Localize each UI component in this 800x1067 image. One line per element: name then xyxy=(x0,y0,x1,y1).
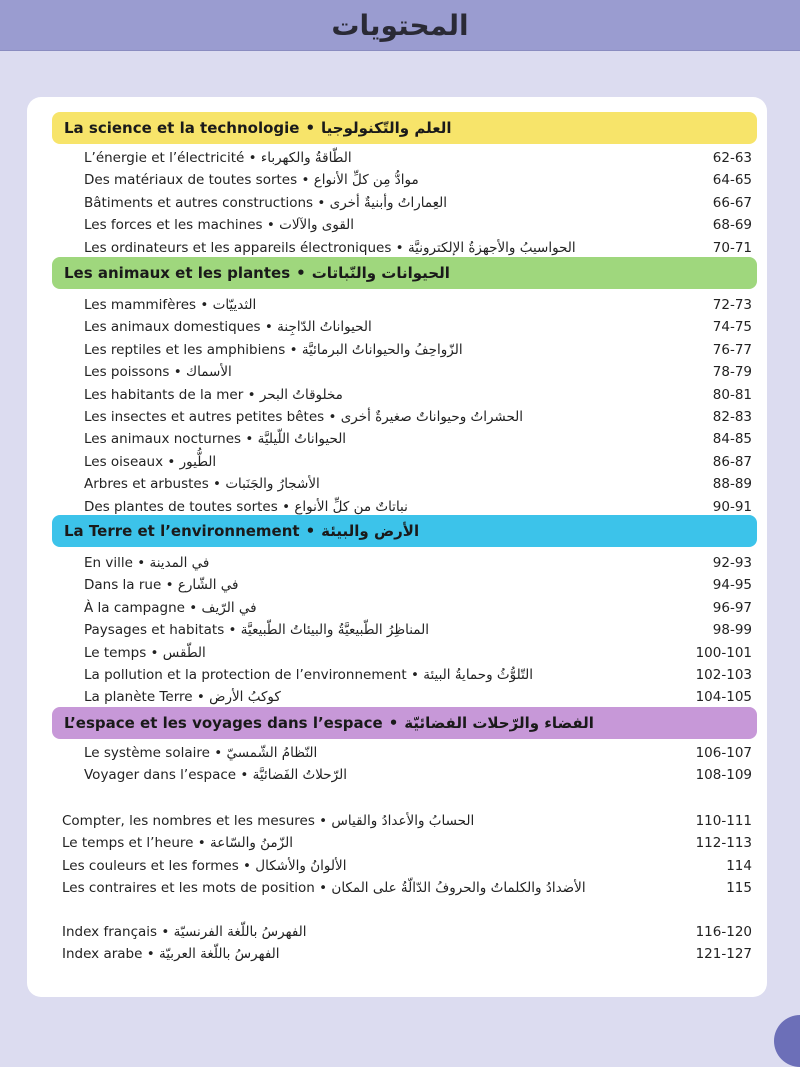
bullet-separator: • xyxy=(167,453,176,470)
toc-entry[interactable] xyxy=(27,361,767,383)
bullet-separator: • xyxy=(200,297,209,313)
entry-fr: Les poissons xyxy=(84,364,170,381)
entry-fr: Les mammifères xyxy=(84,297,197,313)
toc-entry[interactable] xyxy=(27,810,767,832)
entry-fr: Les animaux domestiques xyxy=(84,319,261,336)
bullet-separator: • xyxy=(243,857,251,874)
entry-ar: الألوانُ والأشكال xyxy=(255,857,347,874)
page-range: 90-91 xyxy=(712,498,752,515)
entry-ar: نباتاتٌ من كلِّ الأنواع xyxy=(294,498,408,515)
page-corner-tab xyxy=(774,1015,800,1067)
toc-entry[interactable] xyxy=(27,428,767,450)
toc-entry[interactable] xyxy=(27,473,767,495)
section-title-ar: الحيوانات والنّباتات xyxy=(311,264,450,282)
section-title-ar: الفضاء والرّحلات الفضائيّة xyxy=(404,714,594,732)
bullet-separator: • xyxy=(150,644,159,661)
section-title-ar: الأرض والبيئة xyxy=(321,522,420,540)
entry-fr: Des plantes de toutes sortes xyxy=(84,498,278,515)
bullet-separator: • xyxy=(319,880,328,897)
entry-fr: Les oiseaux xyxy=(84,453,164,470)
page-range: 72-73 xyxy=(712,297,752,313)
entry-fr: Le système solaire xyxy=(84,745,210,761)
page-range: 64-65 xyxy=(712,172,752,189)
bullet-separator: • xyxy=(264,319,273,336)
toc-entry[interactable] xyxy=(27,451,767,473)
toc-entry[interactable] xyxy=(27,921,767,943)
entry-fr: Les forces et les machines xyxy=(84,217,263,234)
section-list-space xyxy=(27,742,767,787)
bullet-separator: • xyxy=(317,194,326,211)
entry-ar: الثدييّات xyxy=(212,297,257,313)
bullet-separator: • xyxy=(196,689,205,706)
page-range: 121-127 xyxy=(695,946,752,963)
page-range: 106-107 xyxy=(695,745,752,761)
toc-entry[interactable] xyxy=(27,943,767,965)
entry-fr: La planète Terre xyxy=(84,689,193,706)
extras-list xyxy=(27,810,767,900)
entry-fr: En ville xyxy=(84,555,133,571)
entry-ar: في المدينة xyxy=(149,555,210,571)
entry-fr: Bâtiments et autres constructions xyxy=(84,194,314,211)
bullet-separator: • xyxy=(165,577,174,594)
entry-ar: مخلوقاتُ البحر xyxy=(259,386,343,403)
page-range: 74-75 xyxy=(712,319,752,336)
entry-fr: Les contraires et les mots de position xyxy=(62,880,315,897)
bullet-separator: • xyxy=(197,835,206,852)
page-range: 68-69 xyxy=(712,217,752,234)
page-range: 96-97 xyxy=(712,599,752,616)
bullet-separator: • xyxy=(146,946,155,963)
bullet-separator: • xyxy=(319,813,328,829)
toc-entry[interactable] xyxy=(27,877,767,899)
page-range: 100-101 xyxy=(695,644,752,661)
entry-ar: الأسماك xyxy=(185,364,232,381)
entry-ar: الطّاقةُ والكهرباء xyxy=(260,150,352,166)
section-list-animals-plants xyxy=(27,294,767,518)
entry-fr: Les habitants de la mer xyxy=(84,386,244,403)
bullet-separator: • xyxy=(137,555,146,571)
entry-ar: القوى والآلات xyxy=(279,217,355,234)
page-range: 112-113 xyxy=(695,835,752,852)
entry-ar: الحواسيبُ والأجهزةُ الإلكترونيَّة xyxy=(407,239,576,256)
toc-entry[interactable] xyxy=(27,832,767,854)
bullet-separator: • xyxy=(189,599,198,616)
toc-entry[interactable] xyxy=(27,406,767,428)
page-range: 110-111 xyxy=(695,813,752,829)
section-list-earth-environment xyxy=(27,552,767,709)
page-range: 70-71 xyxy=(712,239,752,256)
section-title-fr: La Terre et l’environnement xyxy=(64,522,300,540)
entry-fr: La pollution et la protection de l’environnement xyxy=(84,666,407,683)
page-range: 82-83 xyxy=(712,408,752,425)
bullet-separator: • xyxy=(328,408,337,425)
bullet-separator: • xyxy=(395,239,404,256)
toc-entry[interactable] xyxy=(27,552,767,574)
toc-entry[interactable] xyxy=(27,147,767,169)
page-range: 104-105 xyxy=(695,689,752,706)
bullet-separator: • xyxy=(245,431,254,448)
section-title-ar: العلم والتّكنولوجيا xyxy=(321,119,452,137)
entry-ar: الحيواناتُ الدّاجِنة xyxy=(277,319,372,336)
bullet-separator: • xyxy=(410,666,419,683)
entry-fr: Compter, les nombres et les mesures xyxy=(62,813,315,829)
toc-entry[interactable] xyxy=(27,642,767,664)
entry-fr: Arbres et arbustes xyxy=(84,476,209,493)
page-range: 88-89 xyxy=(712,476,752,493)
entry-ar: الفهرسُ باللّغة العربيّة xyxy=(159,946,280,963)
bullet-separator: • xyxy=(161,924,170,940)
entry-ar: الأشجارُ والجَنَبات xyxy=(225,476,320,493)
bullet-separator: • xyxy=(266,217,275,234)
toc-entry[interactable] xyxy=(27,169,767,191)
page-range: 78-79 xyxy=(712,364,752,381)
entry-fr: Le temps et l’heure xyxy=(62,835,194,852)
toc-entry[interactable] xyxy=(27,855,767,877)
bullet-separator: • xyxy=(248,150,257,166)
toc-entry[interactable] xyxy=(27,764,767,786)
toc-entry[interactable] xyxy=(27,619,767,641)
entry-fr: Des matériaux de toutes sortes xyxy=(84,172,298,189)
entry-fr: Paysages et habitats xyxy=(84,622,225,639)
bullet-separator: • xyxy=(213,476,222,493)
bullet-separator: • xyxy=(296,264,306,282)
page-range: 116-120 xyxy=(695,924,752,940)
toc-entry[interactable] xyxy=(27,316,767,338)
toc-entry[interactable] xyxy=(27,597,767,619)
page-range: 98-99 xyxy=(712,622,752,639)
section-header-animals-plants[interactable] xyxy=(52,257,757,289)
entry-ar: العِماراتُ وأبنيةٌ أخرى xyxy=(329,194,448,211)
entry-ar: الطّقس xyxy=(162,644,206,661)
entry-fr: Index arabe xyxy=(62,946,143,963)
entry-fr: Dans la rue xyxy=(84,577,162,594)
entry-ar: الرّحلاتُ الفَضائيَّة xyxy=(252,767,347,784)
entry-ar: الأضدادُ والكلماتُ والحروفُ الدّالّةُ على المكان xyxy=(331,880,586,897)
entry-fr: Les reptiles et les amphibiens xyxy=(84,341,286,358)
section-title-fr: L’espace et les voyages dans l’espace xyxy=(64,714,383,732)
bullet-separator: • xyxy=(214,745,223,761)
entry-ar: الزّمنُ والسّاعة xyxy=(210,835,293,852)
bullet-separator: • xyxy=(282,498,291,515)
entry-fr: Le temps xyxy=(84,644,147,661)
entry-fr: Les couleurs et les formes xyxy=(62,857,239,874)
toc-entry[interactable] xyxy=(27,664,767,686)
toc-entry[interactable] xyxy=(27,237,767,259)
bullet-separator: • xyxy=(305,522,316,540)
page-range: 94-95 xyxy=(712,577,752,594)
entry-ar: الحشراتُ وحيواناتٌ صغيرةٌ أخرى xyxy=(340,408,524,425)
toc-entry[interactable] xyxy=(27,192,767,214)
toc-entry[interactable] xyxy=(27,214,767,236)
section-header-earth-environment[interactable] xyxy=(52,515,757,547)
bullet-separator: • xyxy=(247,386,256,403)
page-range: 102-103 xyxy=(695,666,752,683)
toc-entry[interactable] xyxy=(27,686,767,708)
entry-ar: كوكبُ الأرض xyxy=(209,689,281,706)
section-header-science[interactable] xyxy=(52,112,757,144)
page-range: 62-63 xyxy=(712,150,752,166)
entry-ar: في الرّيف xyxy=(201,599,257,616)
contents-panel xyxy=(27,97,767,997)
bullet-separator: • xyxy=(240,767,249,784)
toc-entry[interactable] xyxy=(27,294,767,316)
entry-fr: Index français xyxy=(62,924,158,940)
bullet-separator: • xyxy=(228,622,237,639)
toc-entry[interactable] xyxy=(27,384,767,406)
section-title-fr: La science et la technologie xyxy=(64,119,300,137)
entry-fr: Les insectes et autres petites bêtes xyxy=(84,408,325,425)
bullet-separator: • xyxy=(388,714,399,732)
entry-ar: النّظامُ الشّمسيّ xyxy=(226,745,318,761)
entry-fr: À la campagne xyxy=(84,599,185,616)
entry-ar: التّلوُّثُ وحمايةُ البيئة xyxy=(423,666,533,683)
entry-fr: Voyager dans l’espace xyxy=(84,767,237,784)
toc-entry[interactable] xyxy=(27,574,767,596)
entry-ar: موادُّ مِن كلِّ الأنواع xyxy=(313,172,419,189)
page-range: 80-81 xyxy=(712,386,752,403)
page-range: 84-85 xyxy=(712,431,752,448)
entry-ar: الطُّيور xyxy=(179,453,217,470)
page-range: 76-77 xyxy=(712,341,752,358)
index-list xyxy=(27,921,767,966)
entry-fr: L’énergie et l’électricité xyxy=(84,150,245,166)
entry-ar: الفهرسُ باللّغة الفرنسيّة xyxy=(173,924,307,940)
bullet-separator: • xyxy=(173,364,182,381)
entry-ar: الحيواناتُ اللّيليَّة xyxy=(257,431,347,448)
section-title-fr: Les animaux et les plantes xyxy=(64,264,291,282)
entry-ar: الحسابُ والأعدادُ والقياس xyxy=(331,813,475,829)
toc-entry[interactable] xyxy=(27,339,767,361)
section-header-space[interactable] xyxy=(52,707,757,739)
bullet-separator: • xyxy=(301,172,310,189)
bullet-separator: • xyxy=(305,119,316,137)
page-range: 115 xyxy=(726,880,752,897)
page-title: المحتويات xyxy=(331,8,469,42)
page-range: 114 xyxy=(726,857,752,874)
page-range: 108-109 xyxy=(695,767,752,784)
entry-fr: Les animaux nocturnes xyxy=(84,431,242,448)
section-list-science xyxy=(27,147,767,259)
page-range: 86-87 xyxy=(712,453,752,470)
bullet-separator: • xyxy=(289,341,298,358)
page-range: 66-67 xyxy=(712,194,752,211)
entry-ar: المناظِرُ الطّبيعيَّةُ والبيئاتُ الطّبيعيَّة xyxy=(240,622,429,639)
entry-ar: الزّواحِفُ والحيواناتُ البرمائيَّة xyxy=(301,341,463,358)
toc-entry[interactable] xyxy=(27,742,767,764)
page-header xyxy=(0,0,800,51)
page-range: 92-93 xyxy=(712,555,752,571)
entry-ar: في الشّارع xyxy=(177,577,239,594)
entry-fr: Les ordinateurs et les appareils électroniques xyxy=(84,239,392,256)
